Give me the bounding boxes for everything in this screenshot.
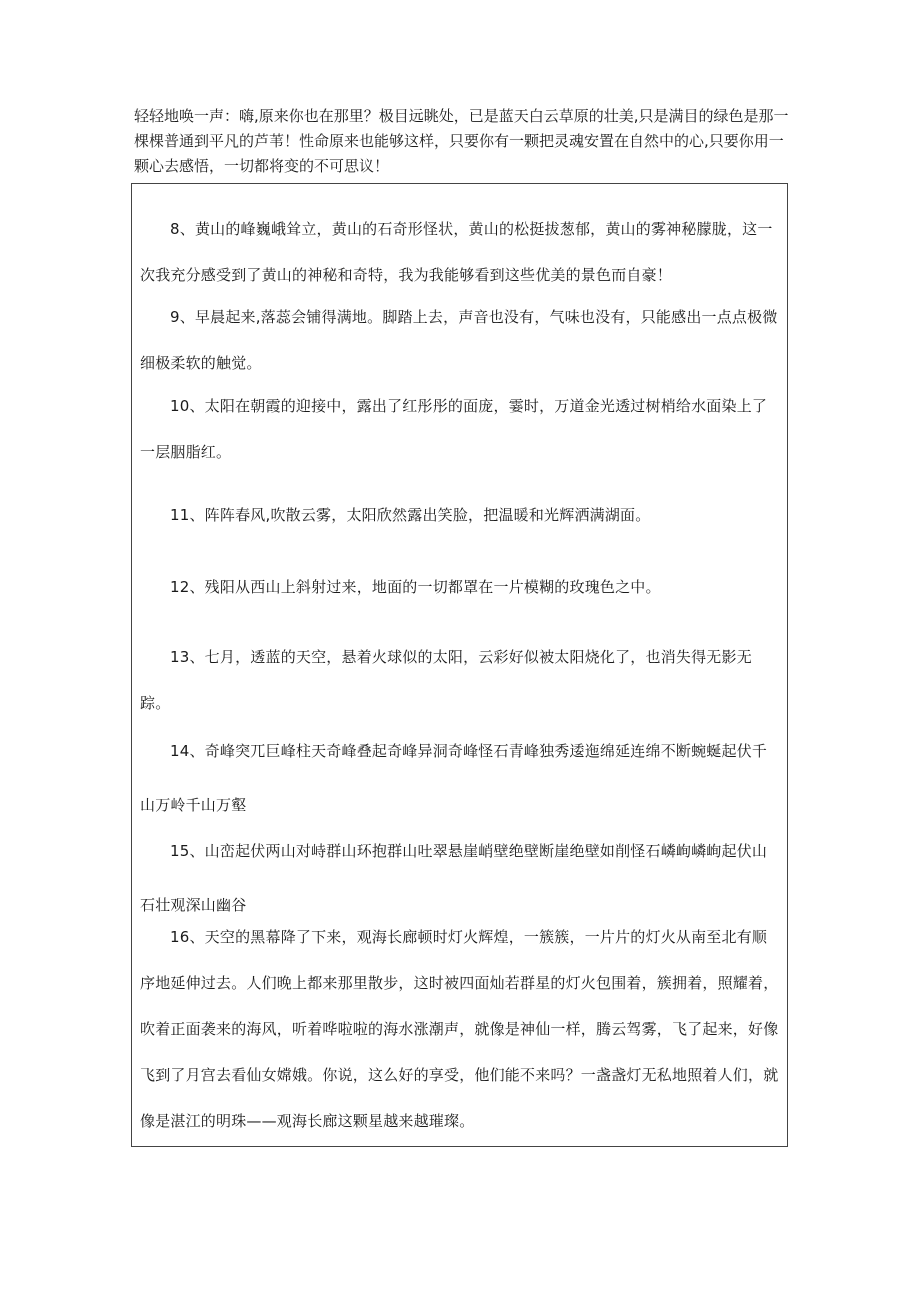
paragraph-15: 15、山峦起伏两山对峙群山环抱群山吐翠悬崖峭壁绝壁断崖绝壁如削怪石嶙峋嶙峋起伏山石壮观深山幽谷 [140,842,768,914]
paragraph-9: 9、早晨起来,落蕊会铺得满地。脚踏上去，声音也没有，气味也没有，只能感出一点点极微细极柔软的触觉。 [140,308,778,372]
paragraph-12: 12、残阳从西山上斜射过来，地面的一切都罩在一片模糊的玫瑰色之中。 [170,578,661,596]
paragraph-8: 8、黄山的峰巍峨耸立，黄山的石奇形怪状，黄山的松挺拔葱郁，黄山的雾神秘朦胧，这一次我充分感受到了黄山的神秘和奇特，我为我能够看到这些优美的景色而自豪！ [140,220,773,284]
paragraph-16: 16、天空的黑幕降了下来，观海长廊顿时灯火辉煌，一簇簇，一片片的灯火从南至北有顺序地延伸过去。人们晚上都来那里散步，这时被四面灿若群星的灯火包围着，簇拥着，照耀着，吹着正面袭来的海风，听着哗啦啦的海水涨潮声，就像是神仙一样，腾云驾雾，飞了起来，好像飞到了月宫去看仙女嫦娥。你说，这么好的享受，他们能不来吗？一盏盏灯无私地照着人们，就像是湛江的明珠——观海长廊这颗星越来越璀璨。 [140,928,779,1130]
paragraph-13: 13、七月，透蓝的天空，悬着火球似的太阳，云彩好似被太阳烧化了，也消失得无影无踪。 [140,648,752,712]
content-box [131,183,788,1147]
intro-paragraph: 轻轻地唤一声：嗨,原来你也在那里？极目远眺处，已是蓝天白云草原的壮美,只是满目的绿色是那一棵棵普通到平凡的芦苇！性命原来也能够这样，只要你有一颗把灵魂安置在自然中的心,只要你用一颗心去感悟，一切都将变的不可思议！ [134,107,789,175]
paragraph-14: 14、奇峰突兀巨峰柱天奇峰叠起奇峰异洞奇峰怪石青峰独秀逶迤绵延连绵不断蜿蜒起伏千山万岭千山万壑 [140,742,768,814]
paragraph-10: 10、太阳在朝霞的迎接中，露出了红彤彤的面庞，霎时，万道金光透过树梢给水面染上了一层胭脂红。 [140,397,768,461]
paragraph-11: 11、阵阵春风,吹散云雾，太阳欣然露出笑脸，把温暖和光辉洒满湖面。 [170,506,651,524]
